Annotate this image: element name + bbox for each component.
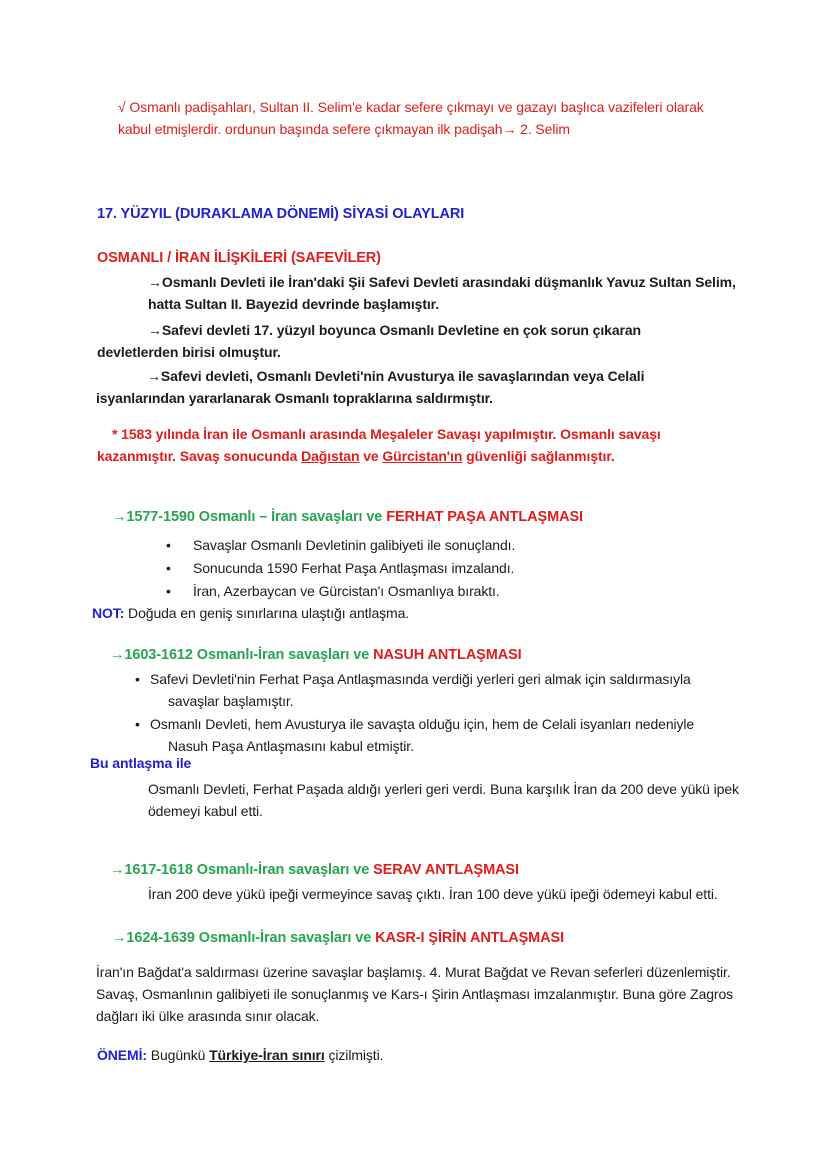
bullet-icon: [166, 580, 193, 602]
onemi-turkiye-iran: Türkiye-İran sınırı: [209, 1047, 325, 1063]
heading-nasuh-dates: →1603-1612 Osmanlı-İran savaşları ve: [110, 647, 374, 663]
paragraph-attack: →Safevi devleti, Osmanlı Devleti'nin Avusturya ile savaşlarından veya Celali isyanlarından yararlanarak Osmanlı topraklarına saldırmıştır.: [96, 368, 645, 406]
heading-nasuh-treaty: NASUH ANTLAŞMASI: [373, 647, 522, 663]
list-item: [135, 668, 735, 712]
list-item: [166, 580, 706, 602]
nasuh-bullet-list: [135, 668, 735, 758]
note-text: Doğuda en geniş sınırlarına ulaştığı antlaşma.: [124, 605, 410, 621]
underlined-dagistan: Dağıstan: [301, 448, 360, 464]
intro-note: √ Osmanlı padişahları, Sultan II. Selim'e kadar sefere çıkmayı ve gazayı başlıca vazifeleri olarak kabul etmişlerdir. ordunun başında sefere çıkmayan ilk padişah→ 2. Selim: [118, 99, 704, 137]
note-line: [92, 602, 732, 624]
paragraph-enmity: →Osmanlı Devleti ile İran'daki Şii Safevi Devleti arasındaki düşmanlık Yavuz Sultan Selim, hatta Sultan II. Bayezid devrinde başlamıştır.: [148, 274, 736, 312]
list-item-text: İran, Azerbaycan ve Gürcistan'ı Osmanlıya bıraktı.: [193, 583, 500, 599]
section-title: 17. YÜZYIL (DURAKLAMA DÖNEMİ) SİYASİ OLAYLARI: [97, 206, 465, 222]
heading-kasr-i-sirin: [112, 927, 564, 949]
heading-serav-treaty: SERAV ANTLAŞMASI: [373, 862, 519, 878]
heading-serav-dates: →1617-1618 Osmanlı-İran savaşları ve: [110, 862, 374, 878]
heading-nasuh: [110, 644, 522, 666]
bullet-icon: [135, 713, 150, 757]
paragraph-serav: İran 200 deve yükü ipeği vermeyince savaş çıktı. İran 100 deve yükü ipeği ödemeyi kabul etti.: [148, 886, 718, 902]
onemi-text-end: çizilmişti.: [324, 1047, 384, 1063]
list-item-text: Safevi Devleti'nin Ferhat Paşa Antlaşmasında verdiği yerleri geri almak için saldırmasıyla savaşlar başlamıştır.: [150, 671, 691, 709]
heading-bu-antlasma: Bu antlaşma ile: [90, 755, 192, 771]
heading-kasr-dates: →1624-1639 Osmanlı-İran savaşları ve: [112, 930, 376, 946]
torches-text-start: * 1583 yılında İran ile Osmanlı arasında Meşaleler Savaşı yapılmıştır. Osmanlı savaşı kazanmıştır. Savaş sonucunda: [97, 426, 661, 464]
heading-ferhat-treaty: FERHAT PAŞA ANTLAŞMASI: [386, 509, 583, 525]
list-item-text: Osmanlı Devleti, hem Avusturya ile savaşta olduğu için, hem de Celali isyanları nedeniyle Nasuh Paşa Antlaşmasını kabul etmiştir.: [150, 716, 695, 754]
note-label: NOT:: [92, 605, 125, 621]
paragraph-torches-war: [97, 423, 717, 467]
list-item: [166, 557, 706, 579]
paragraph-kasr: İran'ın Bağdat'a saldırması üzerine savaşlar başlamış. 4. Murat Bağdat ve Revan seferleri düzenlemiştir. Savaş, Osmanlının galibiyeti ile sonuçlanmış ve Kars-ı Şirin Antlaşması imzalanmıştır. Buna göre Zagros dağları iki ülke arasında sınır olacak.: [96, 964, 734, 1024]
underlined-gurcistan: Gürcistan'ın: [382, 448, 463, 464]
torches-text-mid: ve: [359, 448, 383, 464]
heading-serav: [110, 859, 519, 881]
list-item: [166, 534, 706, 556]
list-item-text: Savaşlar Osmanlı Devletinin galibiyeti ile sonuçlandı.: [193, 537, 516, 553]
bullet-icon: [166, 534, 193, 556]
subsection-title: OSMANLI / İRAN İLİŞKİLERİ (SAFEVİLER): [97, 250, 381, 266]
bullet-icon: [166, 557, 193, 579]
onemi-label: ÖNEMİ:: [97, 1047, 147, 1063]
ferhat-bullet-list: [166, 534, 706, 603]
paragraph-trouble: →Safevi devleti 17. yüzyıl boyunca Osmanlı Devletine en çok sorun çıkaran devletlerden birisi olmuştur.: [97, 322, 642, 360]
list-item: [135, 713, 735, 757]
heading-kasr-treaty: KASR-I ŞİRİN ANTLAŞMASI: [375, 930, 564, 946]
heading-ferhat-dates: →1577-1590 Osmanlı – İran savaşları ve: [112, 509, 387, 525]
paragraph-nasuh-result: Osmanlı Devleti, Ferhat Paşada aldığı yerleri geri verdi. Buna karşılık İran da 200 deve yükü ipek ödemeyi kabul etti.: [148, 781, 739, 819]
list-item-text: Sonucunda 1590 Ferhat Paşa Antlaşması imzalandı.: [193, 560, 515, 576]
bullet-icon: [135, 668, 150, 712]
onemi-line: [97, 1044, 383, 1066]
torches-text-end: güvenliği sağlanmıştır.: [462, 448, 615, 464]
onemi-text-start: Bugünkü: [146, 1047, 210, 1063]
heading-ferhat-pasa: [112, 506, 583, 528]
